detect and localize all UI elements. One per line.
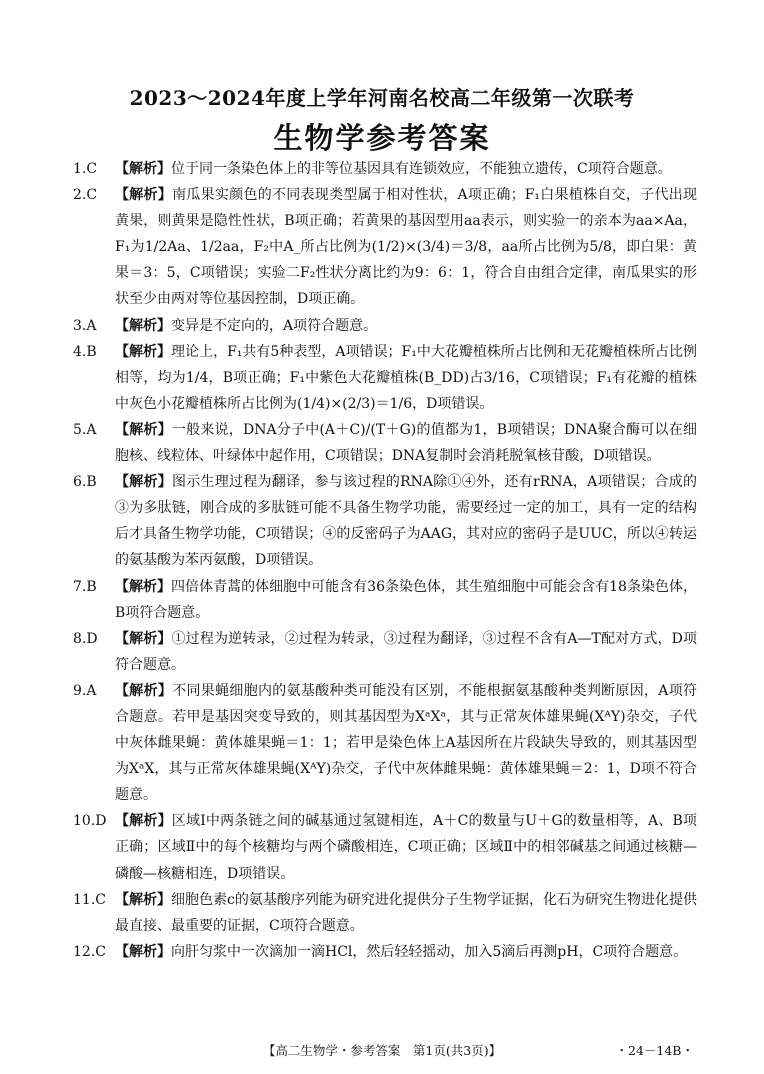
analysis-tag: 【解析】 — [115, 943, 171, 960]
analysis-tag: 【解析】 — [115, 421, 172, 438]
analysis-tag: 【解析】 — [115, 187, 173, 204]
answer-number: 3.A — [73, 317, 97, 334]
analysis-text: 不同果蝇细胞内的氨基酸种类可能没有区别，不能根据氨基酸种类判断原因，A项符合题意。若甲是基因突变导致的，则其基因型为XᵃXᵃ，其与正常灰体雄果蝇(XᴬY)杂交，子代中灰体雌果蝇：黄体雄果蝇＝1：1；若甲是染色体上A基因所在片段缺失导致的，则其基因型为XᵃX，其与正常灰体雄果蝇(XᴬY)杂交，子代中灰体雌果蝇：黄体雄果蝇＝2：1，D项不符合题意。 — [115, 682, 698, 804]
analysis-tag: 【解析】 — [115, 474, 173, 491]
answer-number: 8.D — [73, 630, 98, 647]
answer-item-8 — [73, 626, 697, 678]
analysis-text: 变异是不定向的，A项符合题意。 — [171, 317, 378, 334]
analysis-text: 南瓜果实颜色的不同表现类型属于相对性状，A项正确；F₁白果植株自交，子代出现黄果，则黄果是隐性性状，B项正确；若黄果的基因型用aa表示，则实验一的亲本为aa×Aa，F₁为1/2Aa、1/2aa，F₂中A_所占比例为(1/2)×(3/4)＝3/8，aa所占比例为5/8，即白果：黄果＝3：5，C项错误；实验二F₂性状分离比约为9：6：1，符合自由组合定律，南瓜果实的形状至少由两对等位基因控制，D项正确。 — [115, 187, 698, 308]
answer-item-6 — [73, 469, 697, 573]
answer-number: 7.B — [73, 578, 97, 595]
answer-number: 9.A — [73, 682, 97, 699]
answer-item-9 — [73, 678, 697, 808]
exam-title: 2023～2024年度上学年河南名校高二年级第一次联考 — [129, 86, 635, 110]
answer-item-2 — [73, 182, 697, 312]
analysis-text: 图示生理过程为翻译，参与该过程的RNA除①④外，还有rRNA，A项错误；合成的③为多肽链，刚合成的多肽链可能不具备生物学功能，需要经过一定的加工，具有一定的结构后才具备生物学功能，C项错误；④的反密码子为AAG，其对应的密码子是UUC，所以④转运的氨基酸为苯丙氨酸，D项错误。 — [115, 474, 697, 569]
analysis-tag: 【解析】 — [115, 578, 172, 595]
answer-item-12 — [73, 939, 697, 965]
analysis-text: 四倍体青蒿的体细胞中可能含有36条染色体，其生殖细胞中可能会含有18条染色体，B项符合题意。 — [115, 578, 697, 621]
answer-number: 5.A — [73, 421, 97, 438]
answer-item-10 — [73, 808, 697, 886]
analysis-text: 位于同一条染色体上的非等位基因具有连锁效应，不能独立遗传，C项符合题意。 — [171, 161, 672, 177]
answer-item-3 — [73, 313, 697, 339]
answer-item-7 — [73, 574, 697, 626]
footer-page-info: 【高二生物学・参考答案 第1页(共3页)】 — [262, 1043, 502, 1058]
answer-number: 6.B — [73, 474, 97, 491]
answer-item-1 — [73, 156, 697, 182]
analysis-text: 细胞色素c的氨基酸序列能为研究进化提供分子生物学证据，化石为研究生物进化提供最直接、最重要的证据，C项符合题意。 — [115, 891, 697, 934]
answer-item-11 — [73, 887, 697, 939]
analysis-tag: 【解析】 — [115, 161, 171, 177]
answer-number: 4.B — [73, 343, 97, 360]
analysis-text: 理论上，F₁共有5种表型，A项错误；F₁中大花瓣植株所占比例和无花瓣植株所占比例相等，均为1/4，B项正确；F₁中紫色大花瓣植株(B_DD)占3/16，C项错误；F₁有花瓣的植株中灰色小花瓣植株所占比例为(1/4)×(2/3)＝1/6，D项错误。 — [115, 343, 698, 412]
answer-item-4 — [73, 339, 697, 417]
analysis-tag: 【解析】 — [115, 317, 171, 334]
analysis-text: 区域Ⅰ中两条链之间的碱基通过氢键相连，A＋C的数量与U＋G的数量相等，A、B项正确；区域Ⅱ中的每个核糖均与两个磷酸相连，C项正确；区域Ⅱ中的相邻碱基之间通过核糖—磷酸—核糖相连，D项错误。 — [115, 813, 698, 882]
analysis-text: 一般来说，DNA分子中(A＋C)/(T＋G)的值都为1，B项错误；DNA聚合酶可以在细胞核、线粒体、叶绿体中起作用，C项错误；DNA复制时会消耗脱氧核苷酸，D项错误。 — [115, 421, 697, 465]
answer-number: 10.D — [73, 813, 107, 830]
footer-exam-code: ・24－14B・ — [615, 1043, 694, 1058]
answer-number: 2.C — [73, 187, 98, 204]
analysis-tag: 【解析】 — [115, 813, 172, 830]
answer-list — [73, 156, 697, 965]
analysis-tag: 【解析】 — [115, 630, 172, 647]
answer-number: 12.C — [73, 943, 106, 960]
analysis-text: 向肝匀浆中一次滴加一滴HCl，然后轻轻摇动，加入5滴后再测pH，C项符合题意。 — [171, 943, 688, 960]
analysis-tag: 【解析】 — [115, 682, 173, 699]
answer-number: 1.C — [73, 161, 98, 177]
analysis-text: ①过程为逆转录，②过程为转录，③过程为翻译，③过程不含有A—T配对方式，D项符合题意。 — [115, 630, 697, 673]
analysis-tag: 【解析】 — [115, 891, 172, 908]
analysis-tag: 【解析】 — [115, 343, 172, 360]
answer-key-title: 生物学参考答案 — [273, 121, 491, 155]
answer-item-5 — [73, 417, 697, 469]
answer-number: 11.C — [73, 891, 106, 908]
